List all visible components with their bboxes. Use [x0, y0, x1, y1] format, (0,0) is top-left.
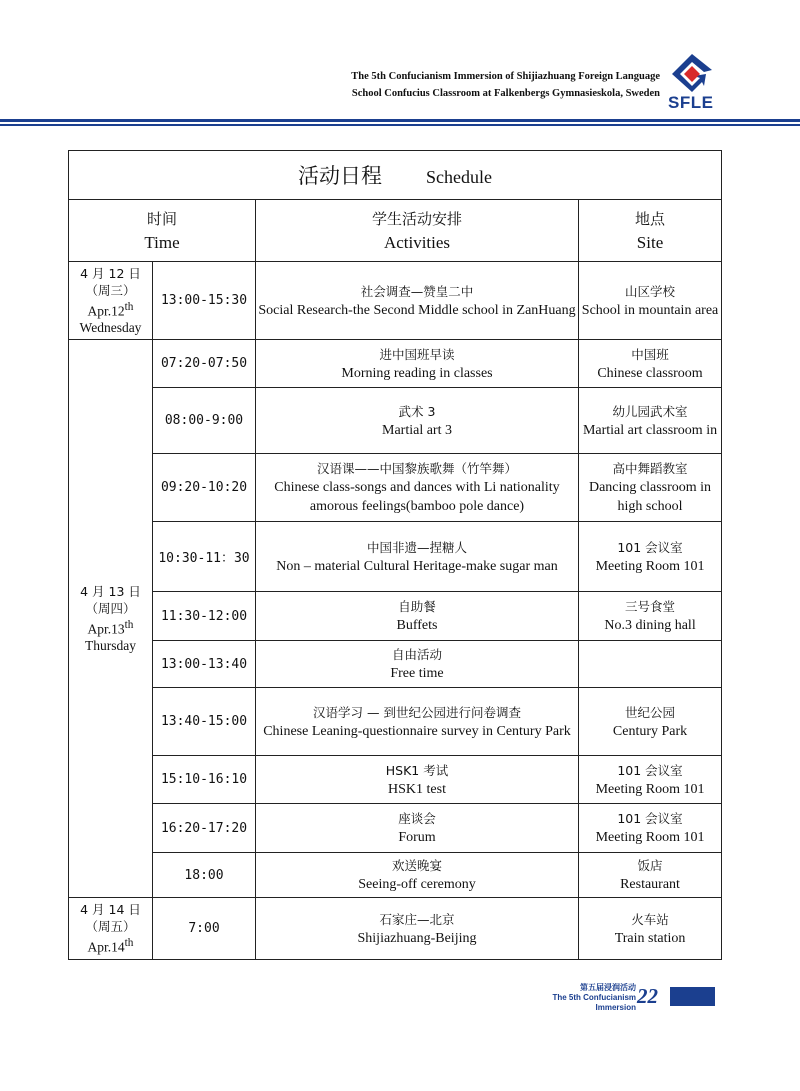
site-zh: 幼儿园武术室 [612, 403, 688, 419]
table-row [69, 756, 722, 804]
site-en: No.3 dining hall [604, 618, 696, 633]
site-cell [579, 853, 722, 898]
date-suffix: th [124, 300, 134, 313]
table-row [69, 340, 722, 388]
footer-caption [510, 983, 636, 1013]
activity-en: Morning reading in classes [341, 365, 493, 381]
time-cell: 13:40-15:00 [153, 688, 256, 756]
activity-en: Chinese class-songs and dances with Li nationality amorous feelings(bamboo pole dance) [274, 480, 560, 514]
date-en-line [71, 299, 150, 320]
page-number: 22 [637, 984, 658, 1008]
activity-cell [256, 388, 579, 454]
weekday-en: Wednesday [79, 320, 142, 336]
column-header-activities [256, 200, 579, 262]
date-en: Apr.14 [87, 939, 125, 955]
activity-en: HSK1 test [388, 781, 446, 797]
footer-bar [670, 987, 715, 1006]
activity-cell [256, 804, 579, 853]
date-cell [69, 340, 153, 898]
activity-cell [256, 688, 579, 756]
time-cell: 11:30-12:00 [153, 592, 256, 641]
site-en: Meeting Room 101 [595, 781, 705, 797]
date-zh: 4 月 12 日 [80, 265, 141, 281]
date-suffix: th [124, 618, 134, 631]
site-zh: 高中舞蹈教室 [612, 461, 688, 476]
activity-zh: 石家庄—北京 [379, 911, 455, 927]
site-cell [579, 641, 722, 688]
table-row [69, 454, 722, 522]
date-en: Apr.12 [87, 303, 125, 319]
activity-cell [256, 641, 579, 688]
table-title [69, 151, 722, 200]
site-cell [579, 804, 722, 853]
activity-zh: 进中国班早读 [379, 346, 455, 362]
table-row [69, 898, 722, 960]
column-header-site-zh: 地点 [635, 209, 666, 228]
site-cell [579, 898, 722, 960]
header-rule-bottom [0, 124, 800, 126]
table-row [69, 592, 722, 641]
activity-zh: 座谈会 [398, 811, 436, 826]
activity-en: Buffets [396, 618, 438, 633]
site-cell [579, 522, 722, 592]
column-header-activities-en: Activities [383, 232, 451, 252]
footer-line-1: 第五届浸润活动 [580, 983, 636, 992]
column-header-activities-zh: 学生活动安排 [371, 209, 462, 228]
activity-en: Martial art 3 [382, 422, 452, 438]
header-line-2: School Confucius Classroom at Falkenbergs Gymnasieskola, Sweden [351, 88, 660, 99]
activity-en: Forum [398, 830, 436, 845]
time-cell: 13:00-13:40 [153, 641, 256, 688]
weekday-en: Thursday [85, 638, 136, 654]
activity-zh: 武术 3 [398, 403, 436, 419]
time-cell: 10:30-11：30 [153, 522, 256, 592]
site-cell [579, 592, 722, 641]
site-zh: 101 会议室 [617, 539, 683, 555]
activity-zh: 社会调查—赞皇二中 [360, 283, 474, 299]
time-cell: 16:20-17:20 [153, 804, 256, 853]
activity-cell [256, 522, 579, 592]
date-cell [69, 262, 153, 340]
schedule-table [68, 150, 722, 960]
activity-en: Seeing-off ceremony [358, 877, 476, 892]
table-row [69, 522, 722, 592]
site-en: Meeting Room 101 [595, 558, 705, 574]
date-en: Apr.13 [87, 621, 125, 637]
footer-line-2: The 5th Confucianism Immersion [552, 993, 636, 1012]
activity-en: Shijiazhuang-Beijing [357, 930, 477, 946]
activity-en: Social Research-the Second Middle school in ZanHuang [258, 302, 576, 318]
site-cell [579, 388, 722, 454]
table-row [69, 688, 722, 756]
activity-cell [256, 898, 579, 960]
activity-zh: 自由活动 [391, 647, 442, 662]
site-en: Dancing classroom in high school [588, 480, 712, 514]
site-cell [579, 454, 722, 522]
date-en-line [71, 935, 150, 956]
date-zh: 4 月 14 日 [80, 902, 141, 918]
site-zh: 101 会议室 [617, 811, 683, 826]
site-en: Chinese classroom [597, 365, 703, 381]
column-header-site-en: Site [636, 232, 664, 252]
site-zh: 世纪公园 [625, 704, 676, 720]
site-zh: 火车站 [631, 911, 669, 927]
site-zh: 饭店 [637, 858, 663, 873]
date-cell [69, 898, 153, 960]
logo-text: SFLE [668, 93, 714, 112]
site-zh: 101 会议室 [617, 762, 683, 778]
date-suffix: th [124, 937, 134, 950]
column-header-time [69, 200, 256, 262]
header-rule-top [0, 119, 800, 122]
time-cell: 13:00-15:30 [153, 262, 256, 340]
column-header-time-zh: 时间 [146, 209, 177, 228]
activity-en: Non – material Cultural Heritage-make sugar man [276, 558, 558, 574]
activity-cell [256, 454, 579, 522]
column-header-site [579, 200, 722, 262]
site-en: Train station [614, 930, 686, 946]
site-zh: 山区学校 [625, 283, 676, 299]
time-cell: 09:20-10:20 [153, 454, 256, 522]
site-en: Martial art classroom in [582, 422, 718, 438]
date-zh: 4 月 13 日 [80, 583, 141, 599]
activity-zh: HSK1 考试 [385, 762, 449, 778]
time-cell: 15:10-16:10 [153, 756, 256, 804]
weekday-zh: （周四） [85, 600, 136, 616]
activity-cell [256, 262, 579, 340]
header-line-1: The 5th Confucianism Immersion of Shijiazhuang Foreign Language [351, 71, 660, 82]
site-en: Restaurant [620, 877, 680, 892]
time-cell: 08:00-9:00 [153, 388, 256, 454]
table-row [69, 853, 722, 898]
activity-zh: 自助餐 [398, 599, 436, 614]
activity-cell [256, 340, 579, 388]
time-cell: 7:00 [153, 898, 256, 960]
activity-zh: 欢送晚宴 [391, 858, 442, 873]
activity-en: Free time [390, 666, 444, 681]
site-zh: 三号食堂 [625, 599, 676, 614]
site-en: Century Park [612, 723, 688, 739]
activity-cell [256, 853, 579, 898]
site-en: Meeting Room 101 [595, 830, 705, 845]
site-cell [579, 688, 722, 756]
weekday-zh: （周五） [85, 919, 136, 935]
site-en: School in mountain area [581, 302, 719, 318]
weekday-zh: （周三） [85, 282, 136, 298]
time-cell: 07:20-07:50 [153, 340, 256, 388]
table-row [69, 262, 722, 340]
activity-zh: 中国非遗—捏糖人 [366, 539, 467, 555]
site-cell [579, 340, 722, 388]
header-caption [300, 68, 660, 102]
table-title-zh: 活动日程 [298, 164, 383, 188]
activity-en: Chinese Leaning-questionnaire survey in Century Park [263, 723, 571, 739]
time-cell: 18:00 [153, 853, 256, 898]
table-row [69, 641, 722, 688]
table-row [69, 388, 722, 454]
activity-cell [256, 756, 579, 804]
column-header-time-en: Time [144, 232, 180, 252]
table-title-en: Schedule [426, 167, 493, 187]
activity-cell [256, 592, 579, 641]
site-cell [579, 262, 722, 340]
site-cell [579, 756, 722, 804]
activity-zh: 汉语课——中国黎族歌舞（竹竿舞） [316, 461, 517, 476]
activity-zh: 汉语学习 — 到世纪公园进行问卷调查 [313, 704, 521, 720]
date-en-line [71, 617, 150, 638]
table-row [69, 804, 722, 853]
site-zh: 中国班 [631, 346, 669, 362]
